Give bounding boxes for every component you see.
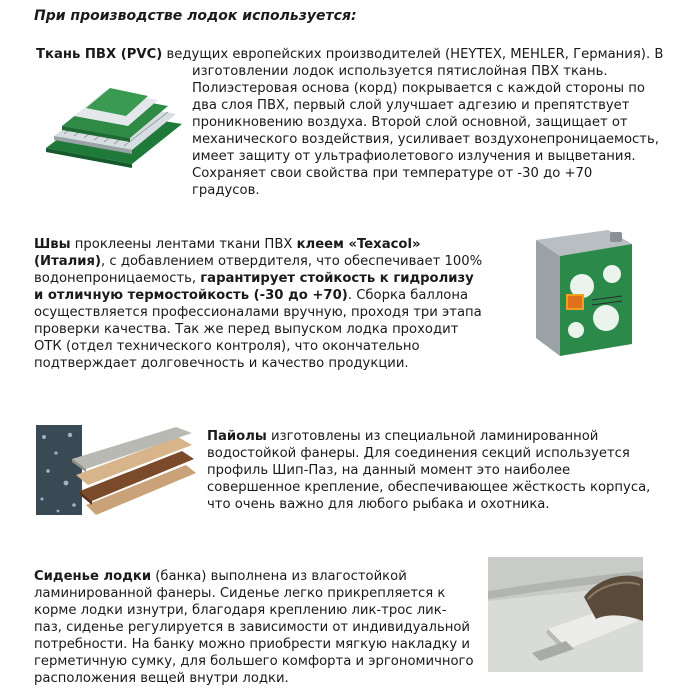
floorboards-heading: Пайолы <box>207 429 267 444</box>
seams-description <box>34 236 484 372</box>
seat-description <box>34 568 474 687</box>
seat-heading: Сиденье лодки <box>34 569 152 584</box>
seams-text-2: , с добавлением отвердителя, что обеспечивает 100% водонепроницаемость, <box>34 254 483 286</box>
fabric-intro-text: ведущих европейских производителей (HEYTEX, MEHLER, Германия). В <box>162 47 664 62</box>
fabric-description: изготовлении лодок используется пятислойная ПВХ ткань. Полиэстеровая основа (корд) покрывается с каждой стороны по два слоя ПВХ, первый слой улучшает адгезию и препятствует проникновению воздуха. Второй слой основной, защищает от механического воздействия, усиливает воздухонепроницаемость, имеет защиту от ультрафиолетового излучения и выцветания. Сохраняет свои свойства при температуре от -30 до +70 градусов. <box>192 64 659 198</box>
plywood-image <box>36 425 196 515</box>
seat-text: (банка) выполнена из влагостойкой ламинированной фанеры. Сиденье легко прикрепляется к корме лодки изнутри, благодаря креплению лик-трос лик-паз, сиденье регулируется в зависимости от индивидуальной потребности. На банку можно приобрести мягкую накладку и герметичную сумку, для большего комфорта и эргономичного расположения вещей внутри лодки. <box>34 569 474 686</box>
seams-heading: Швы <box>34 237 71 252</box>
page-title: При производстве лодок используется: <box>34 8 357 24</box>
boat-seat-image <box>488 557 643 672</box>
fabric-intro-line <box>36 46 676 63</box>
glue-can-image <box>522 226 642 361</box>
seams-glue-bold: клеем «Texacol» (Италия) <box>34 237 421 269</box>
seams-text-3: . Сборка баллона осуществляется профессионалами вручную, проходя три этапа проверки качества. Так же перед выпуском лодка проходит ОТК (отдел технического контроля), что окончательно подтверждает долговечность и качество продукции. <box>34 288 482 371</box>
floorboards-description <box>207 428 667 513</box>
layered-pvc-fabric-image <box>40 78 188 168</box>
floorboards-text: изготовлены из специальной ламинированной водостойкой фанеры. Для соединения секций используется профиль Шип-Паз, на данный момент это наиболее совершенное крепление, обеспечивающее жёсткость корпуса, что очень важно для любого рыбака и охотника. <box>207 429 651 512</box>
seams-resistance-bold: гарантирует стойкость к гидролизу и отличную термостойкость (-30 до +70) <box>34 271 474 303</box>
seams-text-1: проклеены лентами ткани ПВХ <box>70 237 297 252</box>
fabric-heading: Ткань ПВХ (PVC) <box>36 47 163 62</box>
